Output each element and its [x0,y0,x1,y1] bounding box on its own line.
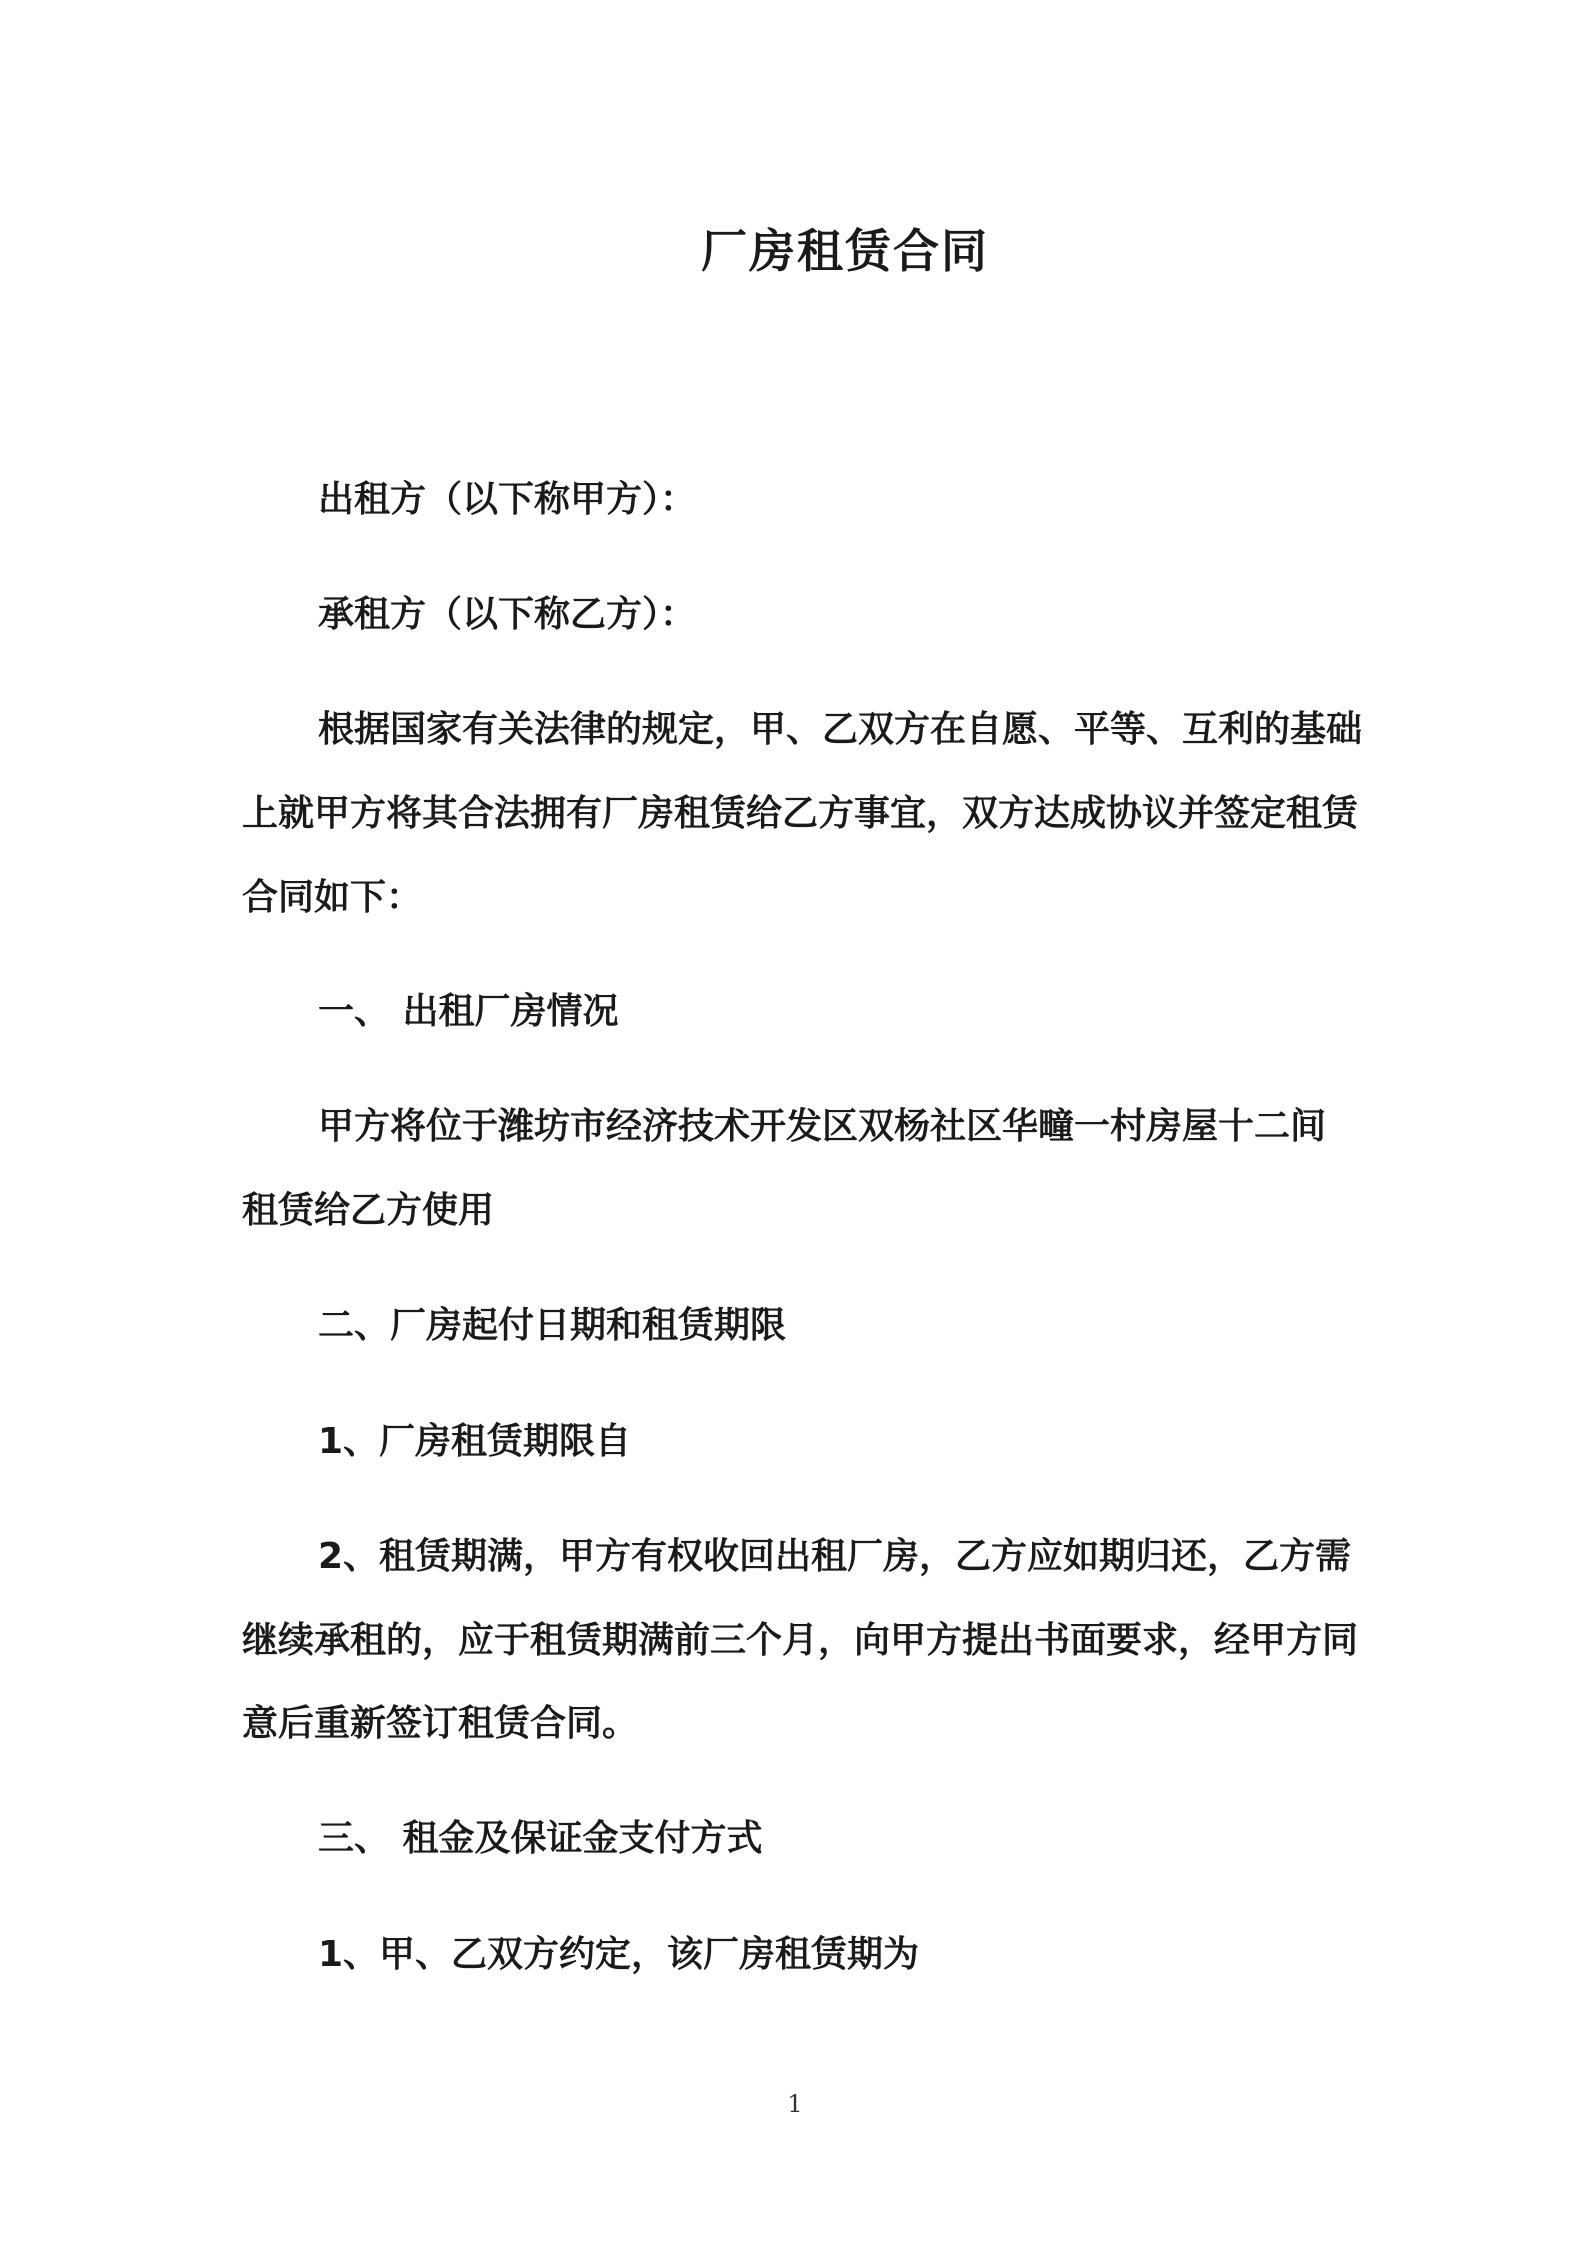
page-number: 1 [787,2090,803,2118]
section1-body-line-1: 甲方将位于潍坊市经济技术开发区双杨社区华疃一村房屋十二间 [318,1106,1327,1147]
section3-heading: 三、 租金及保证金支付方式 [318,1818,763,1859]
lessee-line: 承租方（以下称乙方）： [318,594,697,635]
section3-item1: 1、甲、乙双方约定，该厂房租赁期为 [318,1934,920,1975]
section2-item2-line-2: 继续承租的，应于租赁期满前三个月，向甲方提出书面要求，经甲方同 [242,1620,1359,1661]
preamble-line-3: 合同如下： [242,877,423,918]
section1-body-line-2: 租赁给乙方使用 [242,1190,495,1231]
section2-item2-line-3: 意后重新签订租赁合同。 [242,1703,639,1744]
document-title: 厂房租赁合同 [701,224,989,278]
section1-heading: 一、 出租厂房情况 [318,991,619,1032]
section2-item1: 1、厂房租赁期限自 [318,1421,632,1462]
preamble-line-2: 上就甲方将其合法拥有厂房租赁给乙方事宜，双方达成协议并签定租赁 [242,793,1359,834]
lessor-line: 出租方（以下称甲方）： [318,479,697,520]
preamble-line-1: 根据国家有关法律的规定，甲、乙双方在自愿、平等、互利的基础 [318,709,1363,750]
section2-heading: 二、厂房起付日期和租赁期限 [318,1305,787,1346]
section2-item2-line-1: 2、租赁期满，甲方有权收回出租厂房，乙方应如期归还，乙方需 [318,1536,1352,1577]
